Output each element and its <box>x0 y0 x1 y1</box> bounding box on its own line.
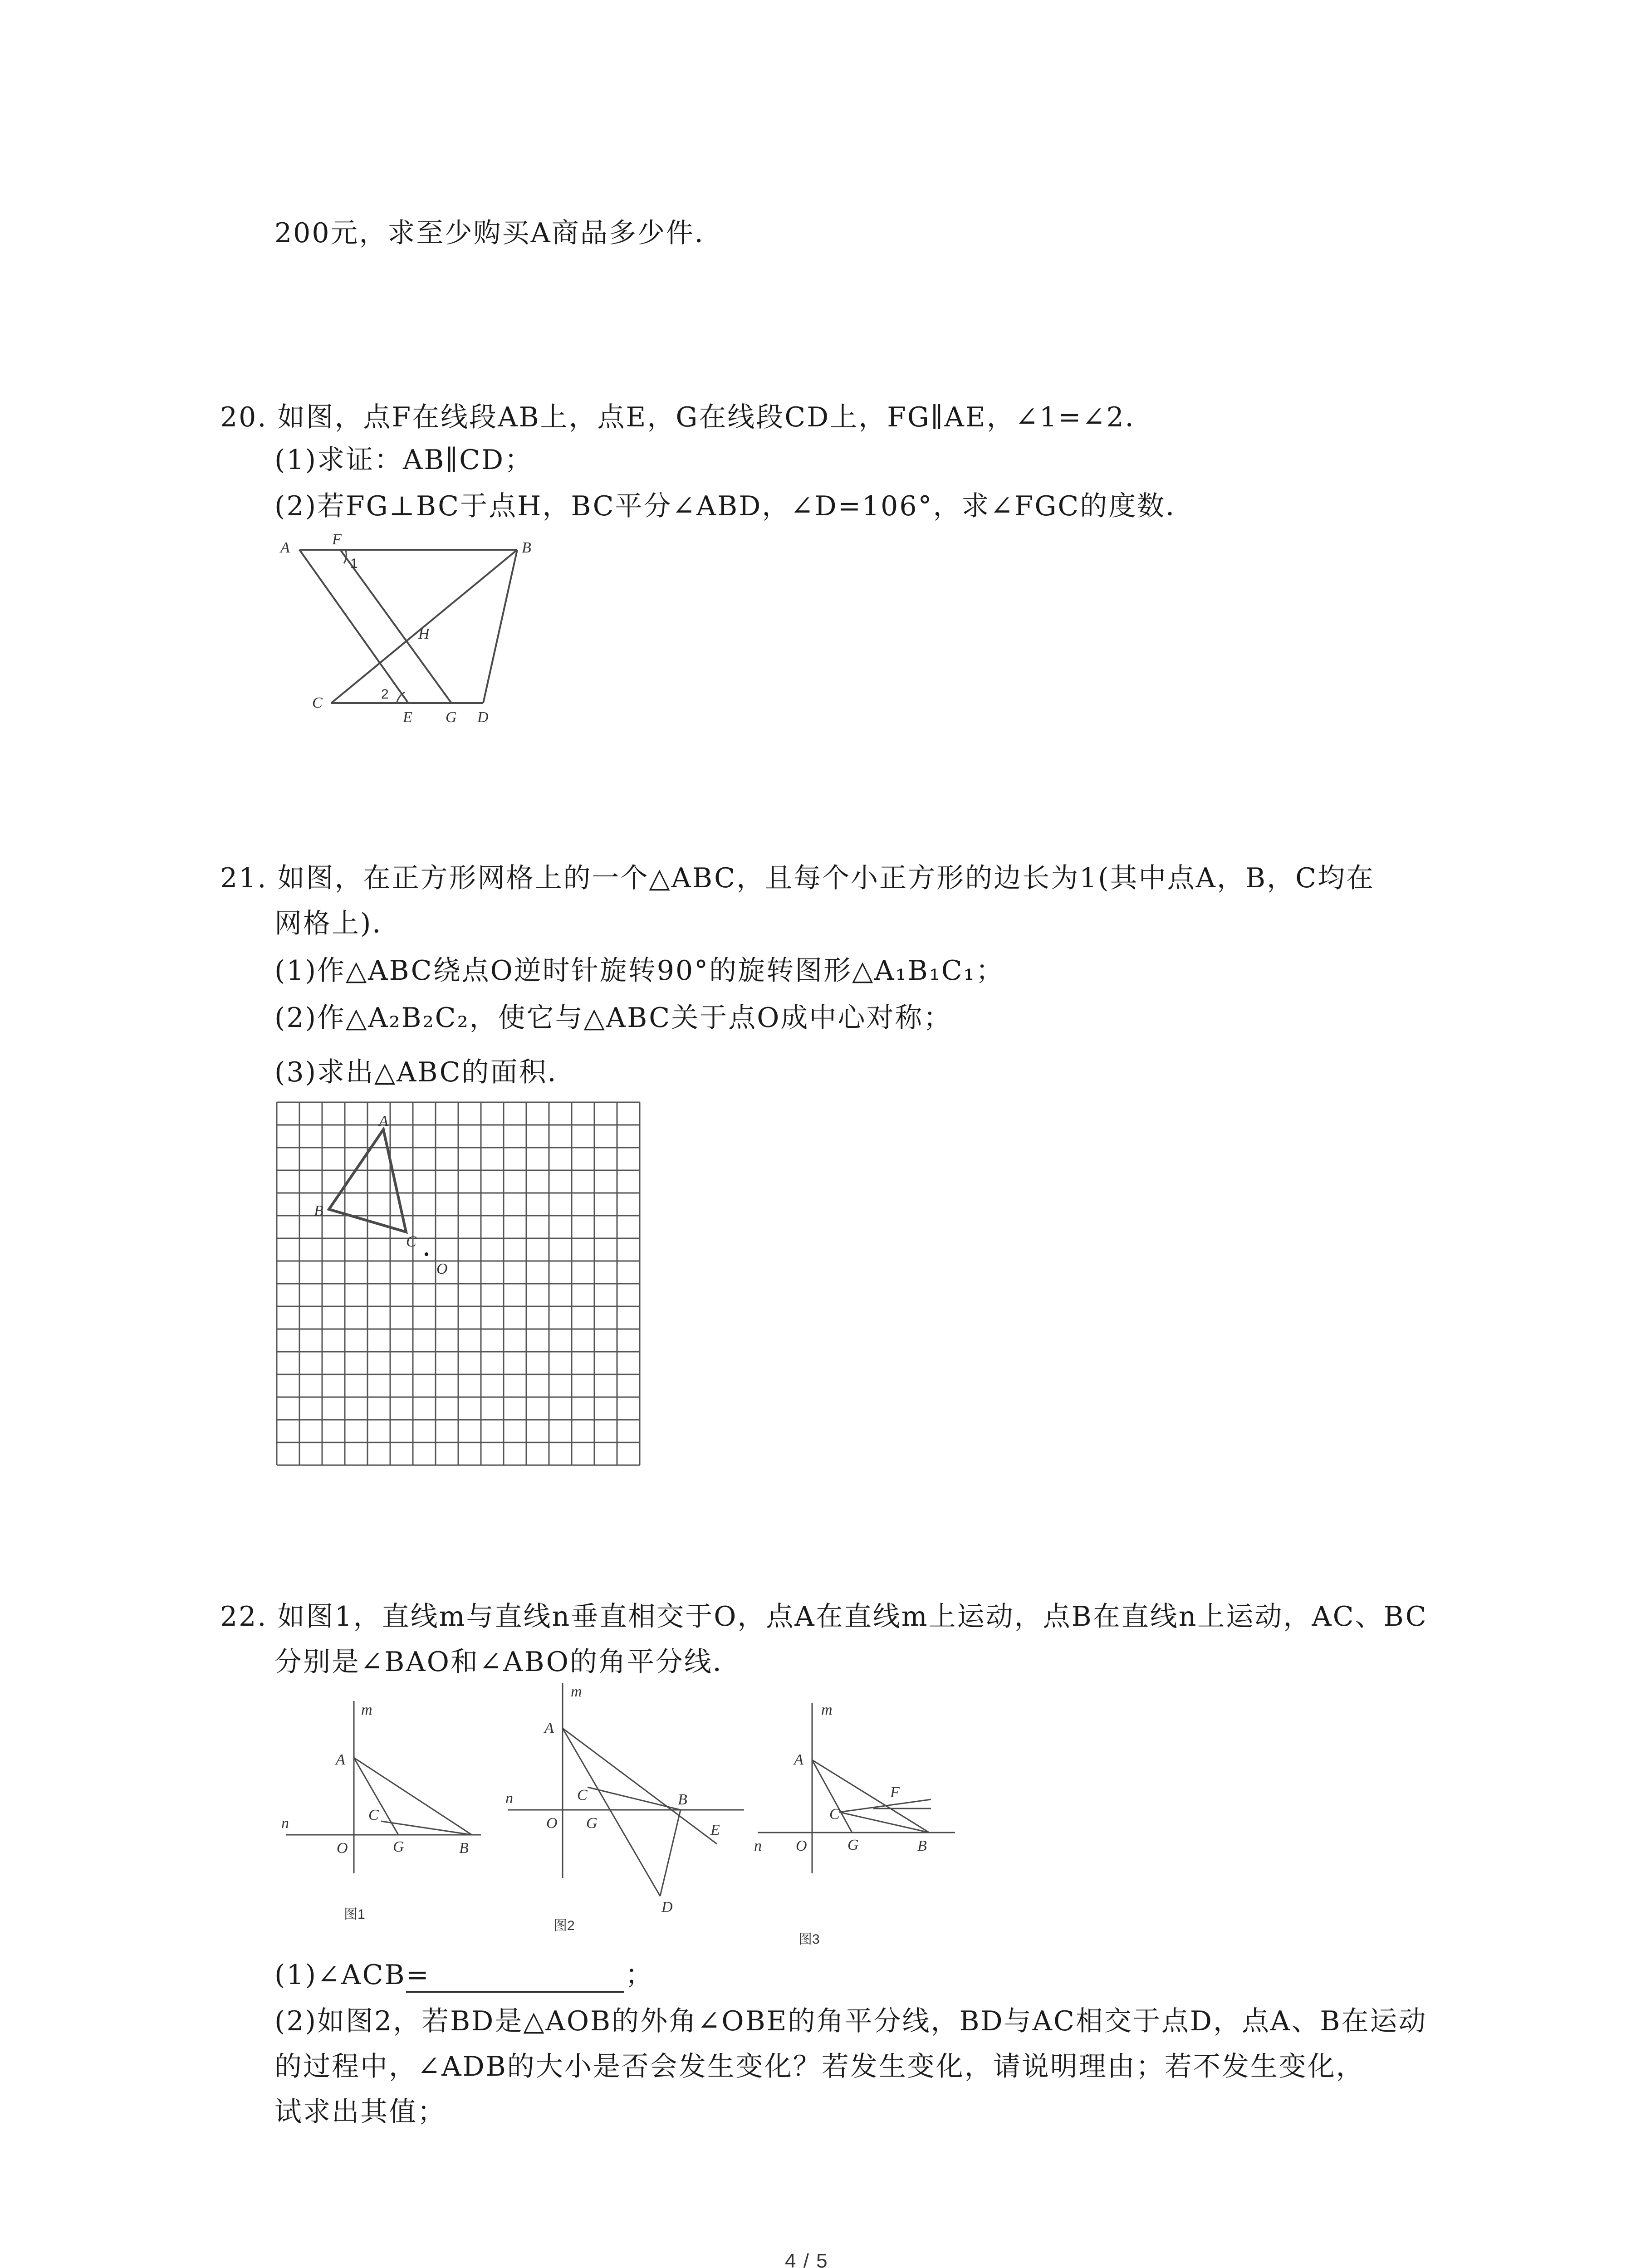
q22-part2-line2: 的过程中，∠ADB的大小是否会发生变化？若发生变化，请说明理由；若不发生变化， <box>274 2051 1365 2082</box>
q22-part1: (1)∠ACB= <box>274 1959 430 1991</box>
fig2-label-c: C <box>577 1787 588 1804</box>
fig3-label-a: A <box>794 1751 803 1768</box>
fig2-label-o: O <box>546 1815 558 1832</box>
fig1-caption: 图1 <box>344 1907 365 1922</box>
q21-stem-line2: 网格上)． <box>274 908 401 939</box>
q20-label-h: H <box>418 626 430 642</box>
q22-figure-3 <box>753 1696 966 1950</box>
q21-part1: (1)作△ABC绕点O逆时针旋转90°的旋转图形△A₁B₁C₁； <box>274 955 1004 987</box>
fig2-line-ae <box>563 1728 717 1844</box>
fig2-label-d: D <box>661 1899 673 1916</box>
q20-label-g: G <box>446 709 457 726</box>
carryover-text: 200元，求至少购买A商品多少件． <box>274 217 723 249</box>
q22-stem-line1: 22. 如图1，直线m与直线n垂直相交于O，点A在直线m上运动，点B在直线n上运动，AC、BC <box>220 1601 1428 1633</box>
fig1-label-a: A <box>336 1751 345 1768</box>
fig3-label-f: F <box>890 1784 900 1801</box>
q20-figure <box>272 531 544 730</box>
q22-part2-line3: 试求出其值； <box>274 2096 446 2128</box>
q22-part2-line1: (2)如图2，若BD是△AOB的外角∠OBE的角平分线，BD与AC相交于点D，点A、B在运动 <box>274 2005 1427 2037</box>
fig1-label-m: m <box>361 1701 372 1718</box>
q22-part1-blank[interactable] <box>406 1991 624 1993</box>
q20-label-a: A <box>280 539 290 556</box>
q21-grid-figure <box>277 1102 640 1465</box>
q21-label-c: C <box>406 1233 416 1250</box>
fig2-label-m: m <box>571 1683 582 1700</box>
fig3-line-cb <box>839 1812 929 1833</box>
fig2-label-b: B <box>678 1791 687 1808</box>
fig1-label-o: O <box>337 1840 348 1857</box>
fig3-line-cf <box>839 1799 931 1812</box>
fig2-line-bd <box>660 1810 681 1896</box>
q20-label-e: E <box>403 709 412 726</box>
fig2-caption: 图2 <box>554 1918 575 1933</box>
fig2-line-ad <box>563 1728 660 1896</box>
q21-point-o <box>425 1252 428 1256</box>
fig1-label-n: n <box>281 1815 289 1832</box>
fig3-label-m: m <box>821 1701 833 1718</box>
q21-stem-line1: 21. 如图，在正方形网格上的一个△ABC，且每个小正方形的边长为1(其中点A，B，C均在 <box>220 862 1375 894</box>
q20-stem: 20. 如图，点F在线段AB上，点E，G在线段CD上，FG∥AE，∠1=∠2． <box>220 401 1154 433</box>
fig1-label-g: G <box>393 1838 404 1855</box>
q22-figure-2 <box>499 1678 753 1950</box>
q21-part3: (3)求出△ABC的面积． <box>274 1056 576 1088</box>
fig2-label-n: n <box>505 1790 513 1807</box>
q20-line-ae <box>299 550 408 703</box>
fig2-label-g: G <box>586 1815 598 1832</box>
q20-label-2: 2 <box>381 687 389 702</box>
fig2-label-a: A <box>544 1720 554 1736</box>
q20-label-d: D <box>477 709 489 726</box>
q21-label-a: A <box>379 1113 388 1129</box>
page-number: 4 / 5 <box>785 2250 828 2268</box>
fig1-label-c: C <box>368 1807 379 1823</box>
fig2-line-cb <box>588 1787 681 1810</box>
q20-label-f: F <box>332 531 342 548</box>
q22-stem-line2: 分别是∠BAO和∠ABO的角平分线． <box>274 1646 741 1678</box>
q20-label-1: 1 <box>350 556 358 571</box>
fig3-label-b: B <box>917 1838 927 1854</box>
q20-line-fg <box>340 550 451 703</box>
q20-label-b: B <box>522 539 531 556</box>
q22-figure-1 <box>272 1696 490 1950</box>
q20-part2: (2)若FG⊥BC于点H，BC平分∠ABD，∠D=106°，求∠FGC的度数． <box>274 490 1195 522</box>
q21-label-b: B <box>314 1202 323 1219</box>
q21-part2: (2)作△A₂B₂C₂，使它与△ABC关于点O成中心对称； <box>274 1002 952 1034</box>
q20-label-c: C <box>312 694 323 711</box>
fig3-label-c: C <box>829 1806 840 1823</box>
q22-part1-end: ； <box>625 1959 654 1991</box>
fig3-caption: 图3 <box>798 1932 820 1947</box>
q20-part1: (1)求证：AB∥CD； <box>274 444 534 476</box>
fig1-label-b: B <box>459 1840 469 1857</box>
fig3-label-o: O <box>796 1838 807 1854</box>
fig3-label-n: n <box>754 1838 762 1854</box>
fig3-label-g: G <box>847 1837 859 1853</box>
q21-label-o: O <box>436 1261 448 1277</box>
q21-grid <box>277 1102 640 1465</box>
fig2-label-e: E <box>710 1822 720 1838</box>
